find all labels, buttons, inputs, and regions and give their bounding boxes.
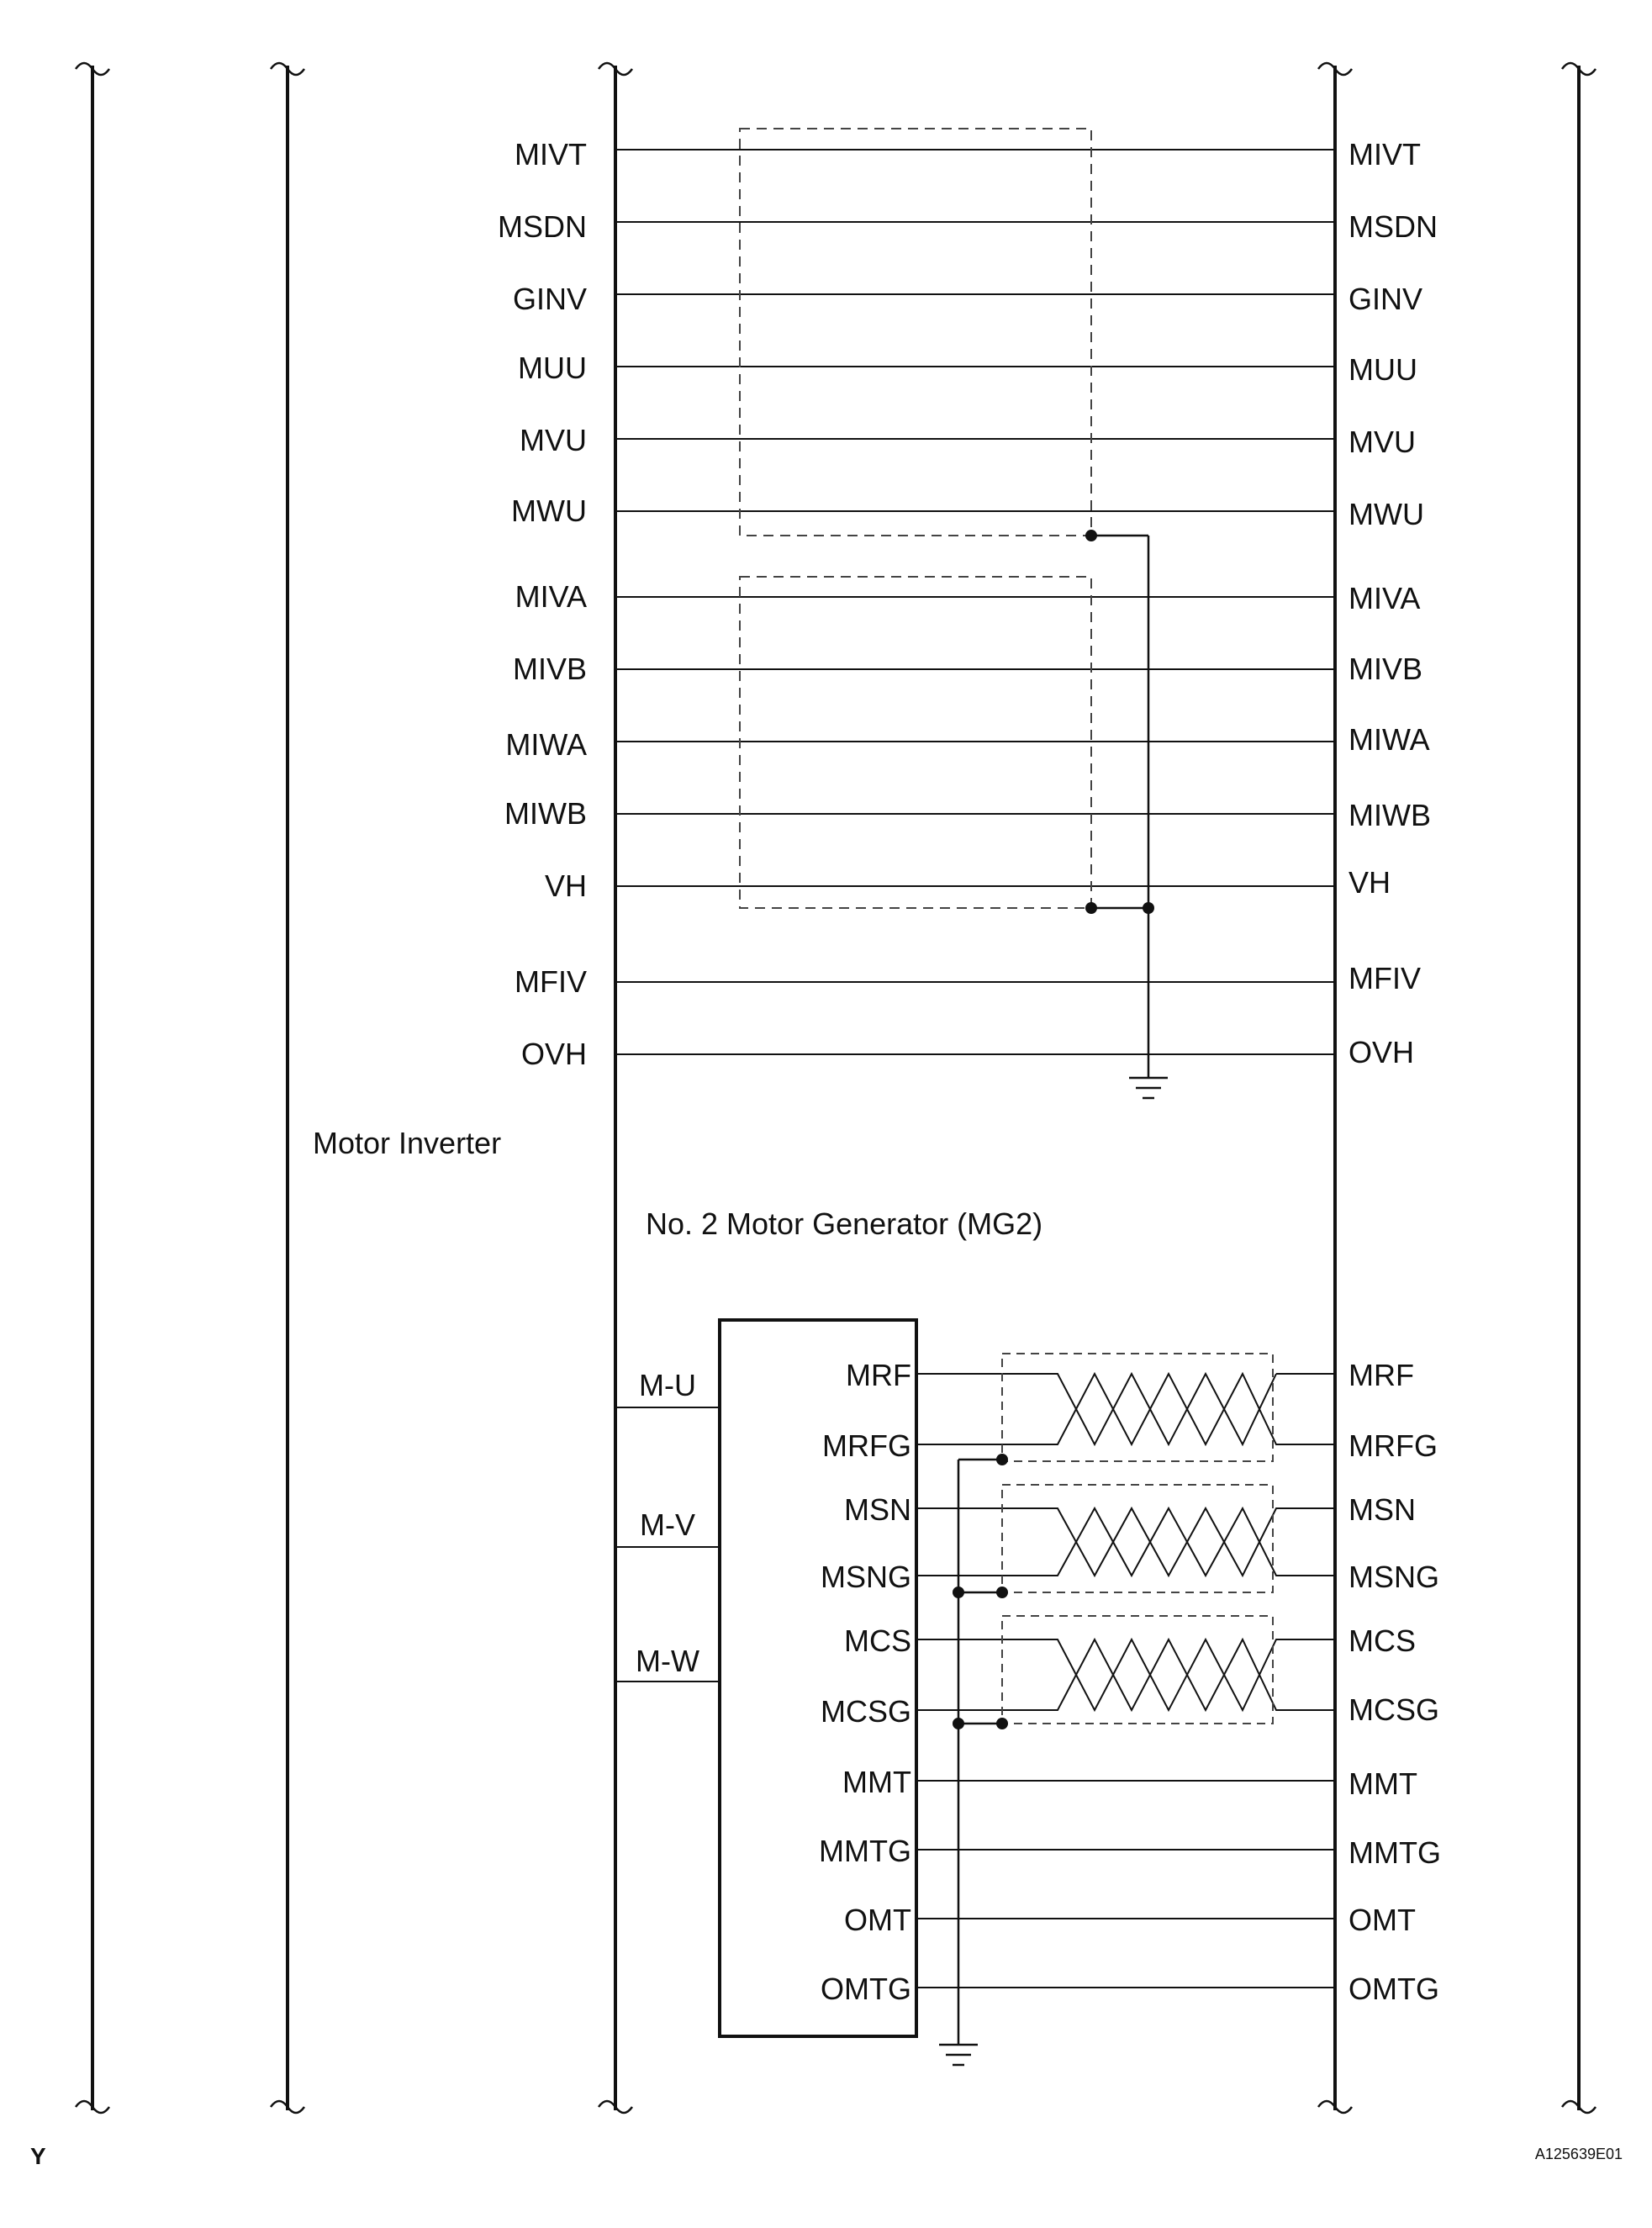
junction-dot: [1085, 902, 1097, 914]
label-mmt-inner: MMT: [842, 1765, 911, 1799]
label-msdn-left: MSDN: [498, 209, 587, 244]
label-omtg-inner: OMTG: [821, 1972, 911, 2006]
label-miwa-left: MIWA: [505, 727, 587, 762]
label-mivt-right: MIVT: [1349, 137, 1421, 172]
junction-dots: [1085, 530, 1154, 914]
label-miwa-right: MIWA: [1349, 722, 1430, 757]
corner-label: Y: [30, 2143, 46, 2169]
junction-dot: [996, 1587, 1008, 1598]
label-mcs-right: MCS: [1349, 1623, 1416, 1658]
label-mcsg-right: MCSG: [1349, 1692, 1439, 1727]
figure-id: A125639E01: [1534, 2146, 1623, 2162]
label-msng-right: MSNG: [1349, 1560, 1439, 1594]
junction-dot: [953, 1587, 964, 1598]
inverter-wires: [615, 150, 1335, 1054]
label-mivt-left: MIVT: [515, 137, 587, 172]
label-mivb-right: MIVB: [1349, 652, 1423, 686]
inverter-labels-left: [498, 137, 587, 1071]
label-muu-right: MUU: [1349, 352, 1417, 387]
mg2-labels-inner: [819, 1358, 911, 2006]
shield-drain: [1091, 536, 1148, 1078]
label-mrf-inner: MRF: [846, 1358, 911, 1392]
label-msn-inner: MSN: [844, 1492, 911, 1527]
junction-dot: [953, 1718, 964, 1729]
upper-shields: [740, 129, 1091, 908]
twisted-pair-shields: [1002, 1354, 1273, 1724]
label-mrf-right: MRF: [1349, 1358, 1414, 1392]
phase-lines: [615, 1407, 720, 1682]
lower-drain: [958, 1460, 1002, 2045]
label-ginv-right: GINV: [1349, 282, 1423, 316]
label-vh-right: VH: [1349, 865, 1391, 900]
mg2-label: No. 2 Motor Generator (MG2): [646, 1206, 1043, 1241]
phase-labels: [636, 1368, 699, 1678]
label-vh-left: VH: [544, 868, 587, 903]
label-mcsg-inner: MCSG: [821, 1694, 911, 1729]
label-mv: M-V: [640, 1507, 695, 1542]
label-mw: M-W: [636, 1644, 699, 1678]
label-mvu-right: MVU: [1349, 425, 1416, 459]
mg2-labels-right: [1349, 1358, 1441, 2006]
inverter-labels-right: [1349, 137, 1438, 1069]
motor-inverter-label: Motor Inverter: [313, 1126, 502, 1160]
shield-box-mcs: [1002, 1616, 1273, 1724]
label-mcs-inner: MCS: [844, 1623, 911, 1658]
label-mfiv-right: MFIV: [1349, 961, 1421, 995]
label-miva-right: MIVA: [1349, 581, 1421, 615]
label-mmtg-right: MMTG: [1349, 1835, 1441, 1870]
label-mrfg-right: MRFG: [1349, 1428, 1438, 1463]
label-miwb-left: MIWB: [504, 796, 587, 831]
junction-dot: [996, 1454, 1008, 1465]
label-ovh-right: OVH: [1349, 1035, 1415, 1069]
ground-symbol-lower: [939, 2045, 978, 2065]
junction-dot: [1143, 902, 1154, 914]
shield-box-1: [740, 129, 1091, 536]
junction-dot: [1085, 530, 1097, 541]
label-mmt-right: MMT: [1349, 1766, 1417, 1801]
label-mu: M-U: [639, 1368, 696, 1402]
label-miva-left: MIVA: [515, 579, 587, 614]
label-ovh-left: OVH: [520, 1037, 587, 1071]
label-msdn-right: MSDN: [1349, 209, 1438, 244]
label-muu-left: MUU: [518, 351, 587, 385]
label-mivb-left: MIVB: [512, 652, 587, 686]
label-omtg-right: OMTG: [1349, 1972, 1439, 2006]
label-ginv-left: GINV: [512, 282, 587, 316]
label-mmtg-inner: MMTG: [819, 1834, 911, 1868]
label-mwu-right: MWU: [1349, 497, 1424, 531]
label-omt-right: OMT: [1349, 1903, 1416, 1937]
label-mvu-left: MVU: [520, 423, 587, 457]
label-omt-inner: OMT: [844, 1903, 911, 1937]
label-msn-right: MSN: [1349, 1492, 1416, 1527]
ground-symbol-upper: [1129, 1078, 1168, 1098]
label-mrfg-inner: MRFG: [822, 1428, 911, 1463]
label-miwb-right: MIWB: [1349, 798, 1431, 832]
label-mfiv-left: MFIV: [515, 964, 587, 999]
label-mwu-left: MWU: [511, 494, 587, 528]
junction-dot: [996, 1718, 1008, 1729]
label-msng-inner: MSNG: [821, 1560, 911, 1594]
